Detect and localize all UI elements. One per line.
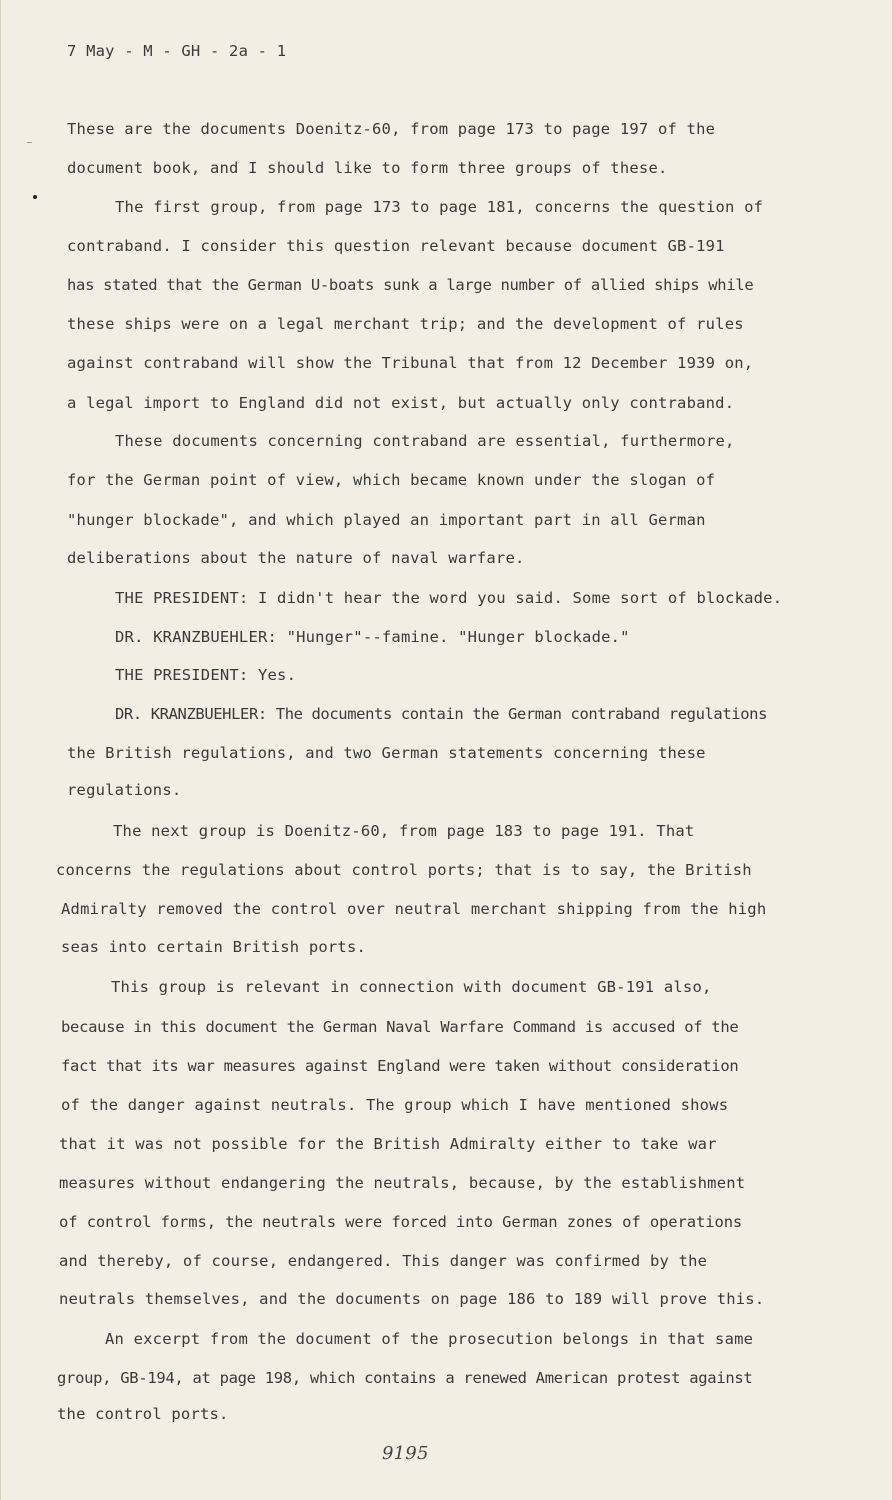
text-line: fact that its war measures against England were taken without consideration xyxy=(61,1057,739,1075)
text-line: document book, and I should like to form three groups of these. xyxy=(67,159,668,177)
text-line: An excerpt from the document of the prosecution belongs in that same xyxy=(105,1330,754,1348)
text-line: has stated that the German U-boats sunk a large number of allied ships while xyxy=(67,276,754,294)
text-line: THE PRESIDENT: Yes. xyxy=(115,666,297,684)
text-line: THE PRESIDENT: I didn't hear the word you said. Some sort of blockade. xyxy=(115,589,783,607)
text-line: DR. KRANZBUEHLER: "Hunger"--famine. "Hunger blockade." xyxy=(115,628,630,646)
text-line: deliberations about the nature of naval warfare. xyxy=(67,549,525,567)
text-line: These documents concerning contraband are essential, furthermore, xyxy=(115,432,735,450)
text-line: Admiralty removed the control over neutral merchant shipping from the high xyxy=(61,900,767,918)
text-line: the British regulations, and two German statements concerning these xyxy=(67,744,706,762)
text-line: a legal import to England did not exist, but actually only contraband. xyxy=(67,394,735,412)
page-header: 7 May - M - GH - 2a - 1 xyxy=(67,42,287,60)
text-line: regulations. xyxy=(67,781,182,799)
text-line: of the danger against neutrals. The group which I have mentioned shows xyxy=(61,1096,729,1114)
text-line: these ships were on a legal merchant trip; and the development of rules xyxy=(67,315,744,333)
ink-speck xyxy=(33,195,37,199)
text-line: seas into certain British ports. xyxy=(61,938,367,956)
text-line: of control forms, the neutrals were forced into German zones of operations xyxy=(59,1213,743,1231)
text-line: contraband. I consider this question relevant because document GB-191 xyxy=(67,237,725,255)
text-line: group, GB-194, at page 198, which contains a renewed American protest against xyxy=(57,1369,753,1387)
text-line: for the German point of view, which became known under the slogan of xyxy=(67,471,716,489)
text-line: that it was not possible for the British Admiralty either to take war xyxy=(59,1135,717,1153)
text-line: because in this document the German Naval Warfare Command is accused of the xyxy=(61,1018,739,1036)
text-line: against contraband will show the Tribunal that from 12 December 1939 on, xyxy=(67,354,754,372)
ink-mark xyxy=(27,142,32,143)
text-line: the control ports. xyxy=(57,1405,229,1423)
text-line: neutrals themselves, and the documents on page 186 to 189 will prove this. xyxy=(59,1290,765,1308)
text-line: and thereby, of course, endangered. This danger was confirmed by the xyxy=(59,1252,708,1270)
text-line: concerns the regulations about control ports; that is to say, the British xyxy=(56,861,752,879)
text-line: These are the documents Doenitz-60, from page 173 to page 197 of the xyxy=(67,120,716,138)
text-line: The next group is Doenitz-60, from page 183 to page 191. That xyxy=(113,822,695,840)
text-line: The first group, from page 173 to page 181, concerns the question of xyxy=(115,198,764,216)
page-number: 9195 xyxy=(382,1443,429,1464)
text-line: DR. KRANZBUEHLER: The documents contain the German contraband regulations xyxy=(115,705,768,723)
text-line: measures without endangering the neutrals, because, by the establishment xyxy=(59,1174,746,1192)
text-line: This group is relevant in connection with document GB-191 also, xyxy=(111,978,712,996)
text-line: "hunger blockade", and which played an important part in all German xyxy=(67,511,706,529)
